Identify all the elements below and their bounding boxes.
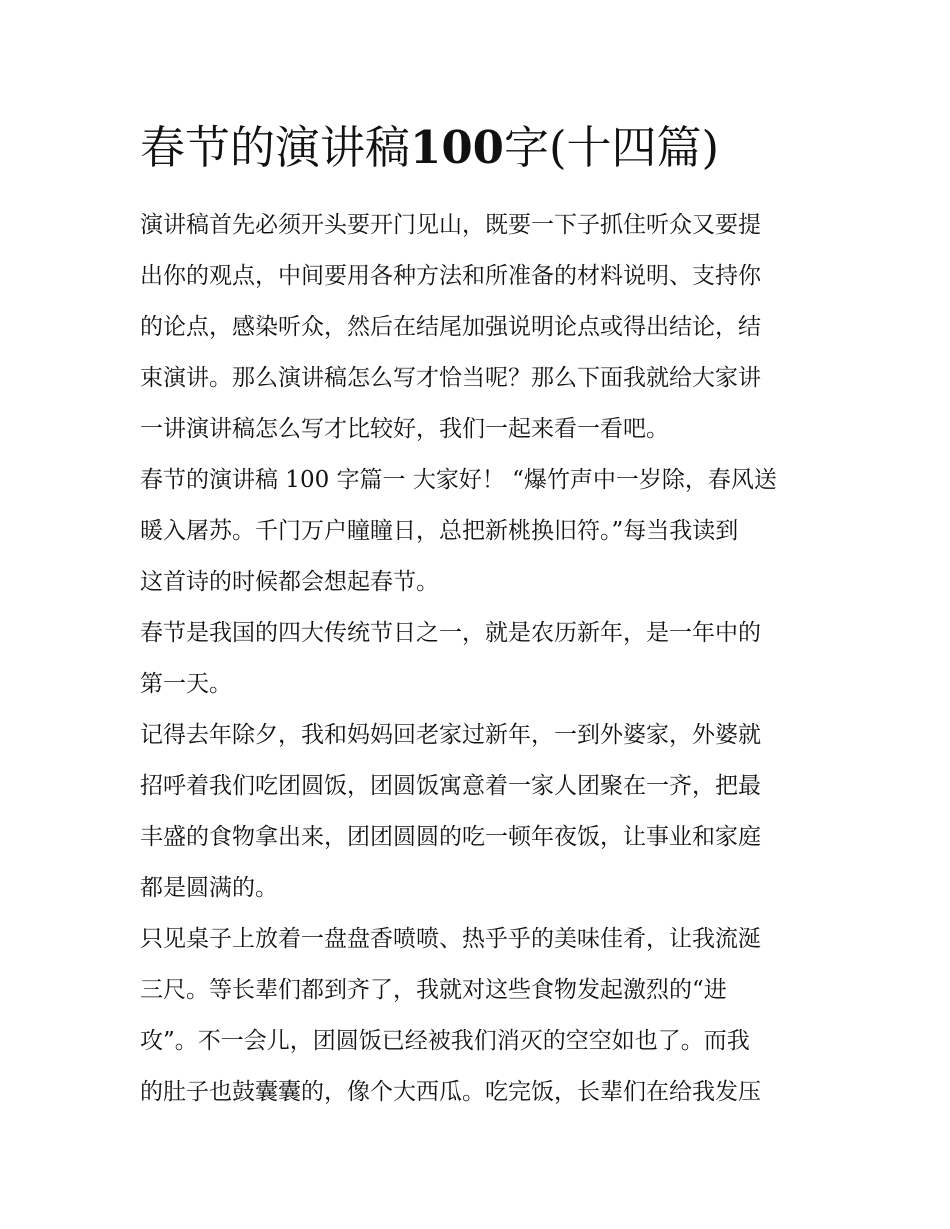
text-line: 招呼着我们吃团圆饭，团圆饭寓意着一家人团聚在一齐，把最 [140, 773, 761, 799]
text-line: 只见桌子上放着一盘盘香喷喷、热乎乎的美味佳肴，让我流涎 [140, 926, 761, 952]
text-line: 出你的观点，中间要用各种方法和所准备的材料说明、支持你 [140, 263, 761, 289]
text-line: 暖入屠苏。千门万户瞳瞳日，总把新桃换旧符。”每当我读到 [140, 518, 739, 544]
text-line: 第一天。 [140, 671, 232, 697]
title-number: 100 [410, 121, 504, 174]
text-line: 演讲稿首先必须开头要开门见山，既要一下子抓住听众又要提 [140, 212, 761, 238]
title-suffix: 字(十四篇) [503, 121, 720, 174]
text-line: 这首诗的时候都会想起春节。 [140, 569, 439, 595]
text-line: 记得去年除夕，我和妈妈回老家过新年，一到外婆家，外婆就 [140, 722, 761, 748]
document-body [140, 200, 815, 1118]
text-line: 三尺。等长辈们都到齐了，我就对这些食物发起激烈的“进 [140, 977, 727, 1003]
text-line: 束演讲。那么演讲稿怎么写才恰当呢？那么下面我就给大家讲 [140, 365, 761, 391]
text-line: 一讲演讲稿怎么写才比较好，我们一起来看一看吧。 [140, 416, 669, 442]
text-line: 春节是我国的四大传统节日之一，就是农历新年，是一年中的 [140, 620, 761, 646]
text-line: 攻”。不一会儿，团圆饭已经被我们消灭的空空如也了。而我 [140, 1028, 750, 1054]
text-line: 都是圆满的。 [140, 875, 278, 901]
text-line: 丰盛的食物拿出来，团团圆圆的吃一顿年夜饭，让事业和家庭 [140, 824, 761, 850]
text-line: 的论点，感染听众，然后在结尾加强说明论点或得出结论，结 [140, 314, 761, 340]
text-line: 的肚子也鼓囊囊的，像个大西瓜。吃完饭，长辈们在给我发压 [140, 1079, 761, 1105]
document-title [140, 118, 719, 178]
text-line: 春节的演讲稿 100 字篇一 大家好！ “爆竹声中一岁除，春风送 [140, 467, 777, 493]
title-prefix: 春节的演讲稿 [140, 121, 411, 174]
